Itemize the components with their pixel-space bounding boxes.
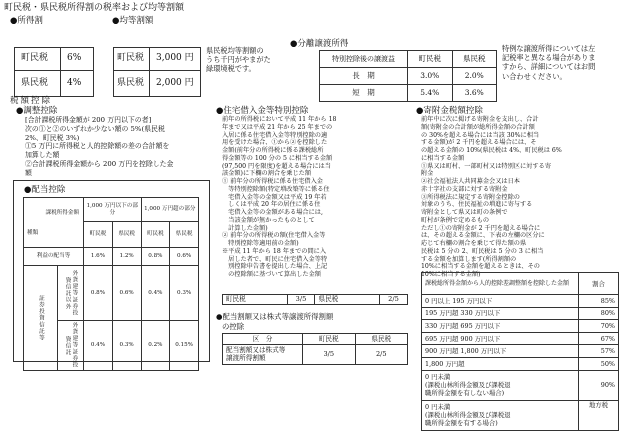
housing-split-table xyxy=(222,294,408,305)
table-row xyxy=(15,48,94,71)
stock-table xyxy=(222,333,408,365)
table-row: 配当割額又は株式等 譲渡所得割額 3/5 2/5 xyxy=(223,345,408,364)
dividend-foreign-label: 外貨建等証券投資信託 xyxy=(57,321,83,371)
separate-short-town: 5.4% xyxy=(408,85,453,102)
dividend-box xyxy=(13,180,210,369)
table-row: 330 万円超 695 万円以下 70% xyxy=(422,320,619,333)
separate-table xyxy=(319,50,497,102)
table-row xyxy=(24,198,199,222)
table-row: 利益の配当等 1.6% 1.2% 0.8% 0.6% xyxy=(24,248,199,266)
donation-body: 前年中に次に掲げる寄附金を支出し、合計 額(寄附金の合計額が総所得金額の合計額 の 30%を超える場合には当該 30%に相当 する金額)が 2 千円を超える場合には、そ の超える金額の 10%(県民税は 4%、町民税は 6% に相当する金額 ①県又は町村、一部町村又は特別区に対する寄 附金 ②社会福祉法人共同募金会又は日本 赤十字社の支部に対する寄附金 ③所得税法に規定する寄附金控除の 対象のうち、住民福祉の増進に寄与する 寄附金として県又は町の条例で 町村が条例で定めるもの ただし①の寄附金が 2 千円を超える場合に は、その超える金額に、下表の左欄の区分に 応じて右欄の割合を乗じて得た額の県 民税は 5 分の 2、町民税は 5 分の 3 に相当 する金額を加算します(所得割額の 10%に相当する金額を超えるときは、その 10%に相当する金額) xyxy=(421,116,562,278)
donation-heading: ●寄附金税額控除 xyxy=(416,106,483,116)
rate-pref-value: 4% xyxy=(61,71,94,97)
per-capita-pref-value: 2,000 円 xyxy=(150,71,201,97)
stock-row-label: 配当割額又は株式等 譲渡所得割額 xyxy=(223,345,303,364)
page-title: 町民税・県民税所得割の税率および均等割額 xyxy=(4,3,185,13)
table-row: 0 円未満 (課税山林所得金額及び課税退 職所得金額を有しない場合) 90% xyxy=(422,370,619,400)
donation-table-header-rate: 割合 xyxy=(579,273,619,295)
separate-header-town: 町民税 xyxy=(408,51,453,68)
table-row xyxy=(320,51,497,68)
dividend-corner: 課税所得金額 種類 xyxy=(24,198,84,248)
income-rate-heading: ●所得割 xyxy=(10,16,43,26)
table-row: 町民税 3/5 県民税 2/5 xyxy=(223,295,408,305)
donation-rate-table xyxy=(421,272,619,431)
dividend-securities-label: 証券投資信託等 xyxy=(24,266,58,371)
separate-short-pref: 3.6% xyxy=(452,85,497,102)
table-row: 695 万円超 900 万円以下 67% xyxy=(422,332,619,345)
dividend-heading: ●配当控除 xyxy=(24,185,66,195)
table-row: 195 万円超 330 万円以下 80% xyxy=(422,307,619,320)
table-row xyxy=(114,48,201,71)
table-row: 0 円未満 (課税山林所得金額及び課税退 職所得金額を有する場合) 地方税 xyxy=(422,400,619,430)
adjust-heading: ●調整控除 xyxy=(16,106,58,116)
table-row: 町民税 県民税 町民税 県民税 xyxy=(24,222,199,248)
separate-long-pref: 2.0% xyxy=(452,68,497,85)
separate-long-label: 長 期 xyxy=(320,68,408,85)
rate-town-value: 6% xyxy=(61,48,94,71)
per-capita-pref-label: 県民税 xyxy=(114,71,150,97)
separate-heading: ●分離譲渡所得 xyxy=(290,39,349,49)
separate-short-label: 短 期 xyxy=(320,85,408,102)
dividend-except-label: 外貨建等証券投資信託以外 xyxy=(57,266,83,321)
rate-town-label: 町民税 xyxy=(15,48,61,71)
table-row xyxy=(320,85,497,102)
table-row: 0 円以上 195 万円以下 85% xyxy=(422,295,619,308)
table-row xyxy=(114,71,201,97)
dividend-table xyxy=(23,197,199,371)
per-capita-town-value: 3,000 円 xyxy=(150,48,201,71)
per-capita-note: 県民税均等割額の うち千円がやまがた 緑環境税です。 xyxy=(206,46,271,74)
table-row: 区 分 町民税 県民税 xyxy=(223,334,408,345)
separate-header-pref: 県民税 xyxy=(452,51,497,68)
dividend-under-header: 1,000 万円以下の部分 xyxy=(84,198,141,222)
per-capita-table xyxy=(113,47,201,97)
per-capita-town-label: 町民税 xyxy=(114,48,150,71)
stock-heading-2: の控除 xyxy=(222,322,245,331)
table-row: 証券投資信託等 外貨建等証券投資信託以外 0.8% 0.6% 0.4% 0.3% xyxy=(24,266,199,321)
donation-table-header-range: 課税総所得金額から人的控除差調整額を控除した金額 xyxy=(422,273,579,295)
deduction-heading: 税額控除 xyxy=(10,96,53,106)
table-row xyxy=(15,71,94,97)
per-capita-heading: ●均等割額 xyxy=(112,16,154,26)
table-row xyxy=(320,68,497,85)
separate-note: 特例な譲渡所得については左 記税率と異なる場合がありま すから、詳細についてはお問 い合わせください。 xyxy=(502,44,596,81)
table-row: 外貨建等証券投資信託 0.4% 0.3% 0.2% 0.15% xyxy=(24,321,199,371)
stock-heading: ●配当割額又は株式等譲渡所得割額 xyxy=(216,312,334,321)
table-row: 900 万円超 1,800 万円以下 57% xyxy=(422,345,619,358)
dividend-over-header: 1,000 万円超の部分 xyxy=(141,198,199,222)
income-rate-table xyxy=(14,47,94,97)
housing-body: 前年の所得税において平成 11 年から 18 年まで又は平成 21 年から 25 年までの 入居に係る住宅借入金等特別控除の適 用を受けた場合、①から②を控除した 金額(前年分の所得税に係る課税総所 得金額等の 100 分の 5 に相当する金額 (97,500 円を限度)を超える場合には当 該金額)に下欄の割合を乗じた額 ① 前年分の所得税に係る住宅借入金 等特別控除額(特定増改築等に係る住 宅借入金等の金額又は平成 19 年若 しくは平成 20 年の居住に係る住 宅借入金等の金額がある場合には, 当該金額が無かったものとして 計算した金額) ② 前年分の所得税の額(住宅借入金等 特別控除等適用前の金額) ※平成 11 年から 18 年までの間に入 居した者で、町民に住宅借入金等特 別控除申告書を提出した場合、上記 の控除額に基づいて算出した金額 xyxy=(222,116,337,278)
separate-header-label: 特別控除後の譲渡益 xyxy=(320,51,408,68)
separate-long-town: 3.0% xyxy=(408,68,453,85)
table-row xyxy=(422,273,619,295)
dividend-profit-label: 利益の配当等 xyxy=(24,248,84,266)
housing-heading: ●住宅借入金等特別控除 xyxy=(216,106,309,116)
table-row: 1,800 万円超 50% xyxy=(422,357,619,370)
adjust-body: [合計課税所得金額が 200 万円以下の者] 次の①と②のいずれか少ない額の 5%(県民税 2%、町民税 3%) ①5 万円に所得税と人的控除額の差の合計額を 加算した額 ②合計課税所得金額から 200 万円を控除した金 額 xyxy=(25,116,174,177)
rate-pref-label: 県民税 xyxy=(15,71,61,97)
